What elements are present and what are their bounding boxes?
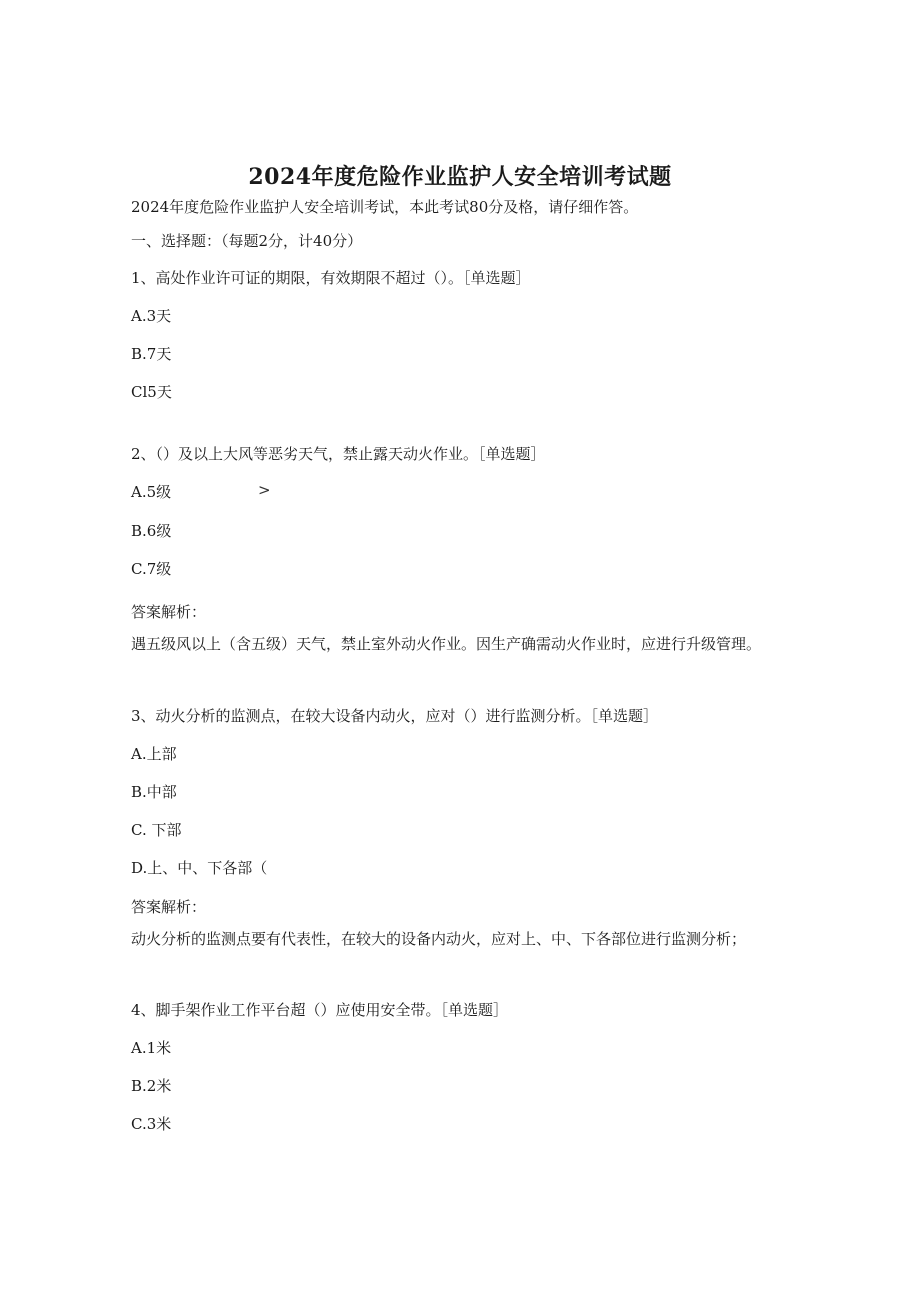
question-4-option-b: B.2米 (131, 1077, 172, 1095)
question-3-explanation: 动火分析的监测点要有代表性，在较大的设备内动火，应对上、中、下各部位进行监测分析； (131, 930, 747, 948)
question-2-option-c: C.7级 (131, 560, 172, 578)
question-1-option-a: A.3天 (131, 307, 172, 325)
question-2-explanation-label: 答案解析： (131, 603, 207, 621)
stray-mark: > (258, 481, 271, 499)
question-2-option-a: A.5级 (131, 483, 172, 501)
question-1-option-c: Cl5天 (131, 383, 172, 401)
section-heading: 一、选择题：（每题2分，计40分） (131, 232, 363, 250)
question-3-option-b: B.中部 (131, 783, 177, 801)
question-3-explanation-label: 答案解析： (131, 898, 207, 916)
question-3-option-c: C. 下部 (131, 821, 182, 839)
question-3-option-d: D.上、中、下各部（ (131, 859, 268, 877)
question-2-stem: 2、（）及以上大风等恶劣天气，禁止露天动火作业。［单选题］ (131, 445, 546, 463)
question-4-option-c: C.3米 (131, 1115, 172, 1133)
document-title: 2024年度危险作业监护人安全培训考试题 (248, 164, 672, 190)
question-1-stem: 1、高处作业许可证的期限，有效期限不超过（）。［单选题］ (131, 269, 531, 287)
exam-intro: 2024年度危险作业监护人安全培训考试，本此考试80分及格，请仔细作答。 (131, 198, 639, 216)
question-2-explanation: 遇五级风以上（含五级）天气，禁止室外动火作业。因生产确需动火作业时，应进行升级管理。 (131, 635, 762, 653)
question-4-option-a: A.1米 (131, 1039, 172, 1057)
question-1-option-b: B.7天 (131, 345, 172, 363)
question-3-stem: 3、动火分析的监测点，在较大设备内动火，应对（）进行监测分析。［单选题］ (131, 707, 659, 725)
question-3-option-a: A.上部 (131, 745, 177, 763)
question-2-option-b: B.6级 (131, 522, 172, 540)
question-4-stem: 4、脚手架作业工作平台超（）应使用安全带。［单选题］ (131, 1001, 509, 1019)
